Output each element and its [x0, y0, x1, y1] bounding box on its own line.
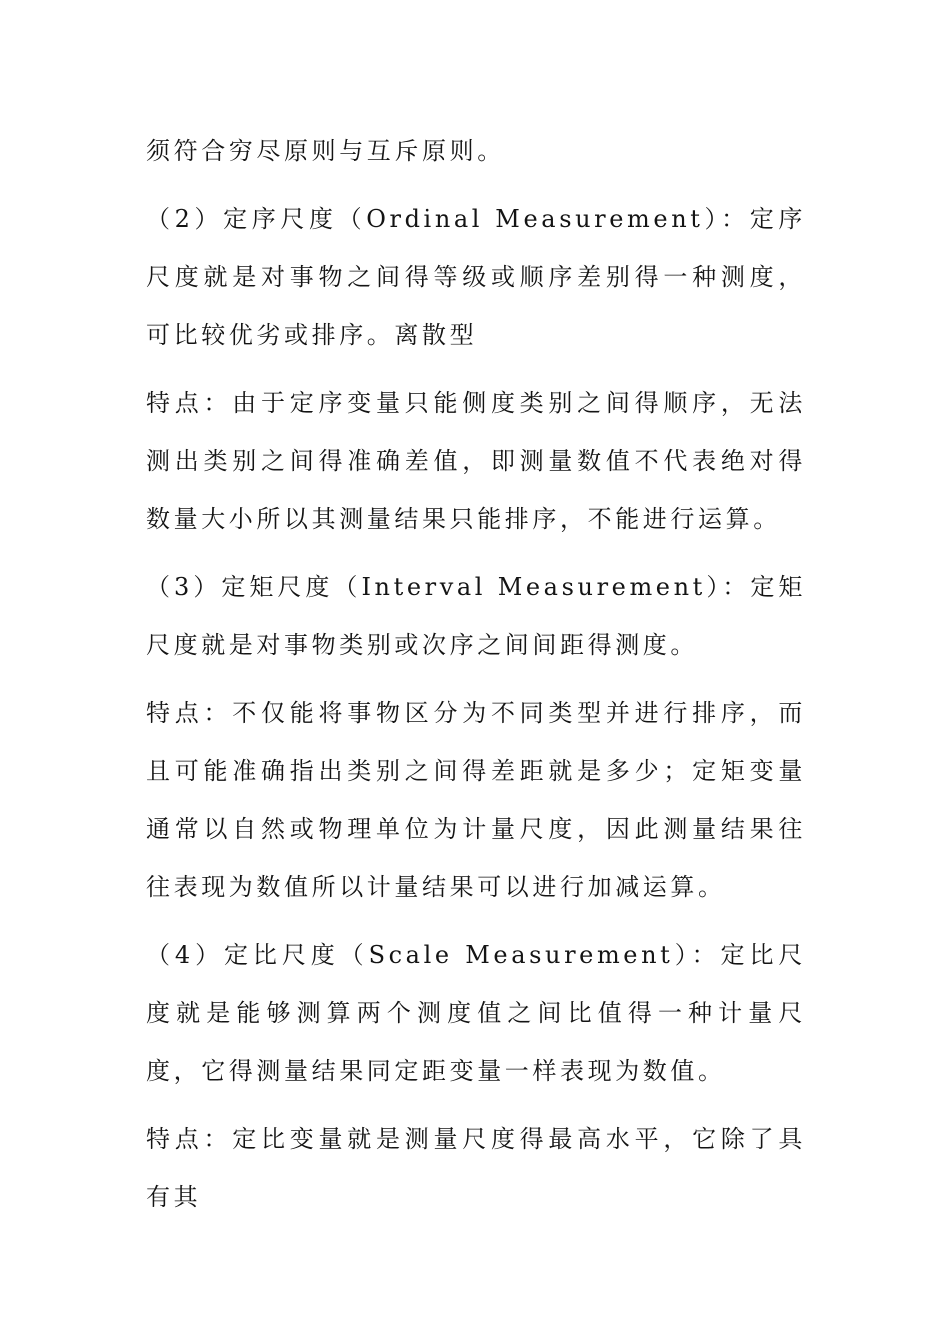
paragraph-7: 特点：定比变量就是测量尺度得最高水平，它除了具有其 [146, 1125, 806, 1211]
document-body [146, 122, 806, 1236]
paragraph-2: （2）定序尺度（Ordinal Measurement）：定序尺度就是对事物之间得等级或顺序差别得一种测度，可比较优劣或排序。离散型 [146, 205, 806, 349]
paragraph-6: （4）定比尺度（Scale Measurement）：定比尺度就是能够测算两个测度值之间比值得一种计量尺度，它得测量结果同定距变量一样表现为数值。 [146, 941, 806, 1085]
paragraph-3: 特点：由于定序变量只能侧度类别之间得顺序，无法测出类别之间得准确差值，即测量数值不代表绝对得数量大小所以其测量结果只能排序，不能进行运算。 [146, 389, 806, 533]
paragraph-5: 特点：不仅能将事物区分为不同类型并进行排序，而且可能准确指出类别之间得差距就是多少；定矩变量通常以自然或物理单位为计量尺度，因此测量结果往往表现为数值所以计量结果可以进行加减运算。 [146, 699, 806, 901]
paragraph-4: （3）定矩尺度（Interval Measurement）：定矩尺度就是对事物类别或次序之间间距得测度。 [146, 573, 806, 659]
paragraph-1: 须符合穷尽原则与互斥原则。 [146, 137, 505, 165]
